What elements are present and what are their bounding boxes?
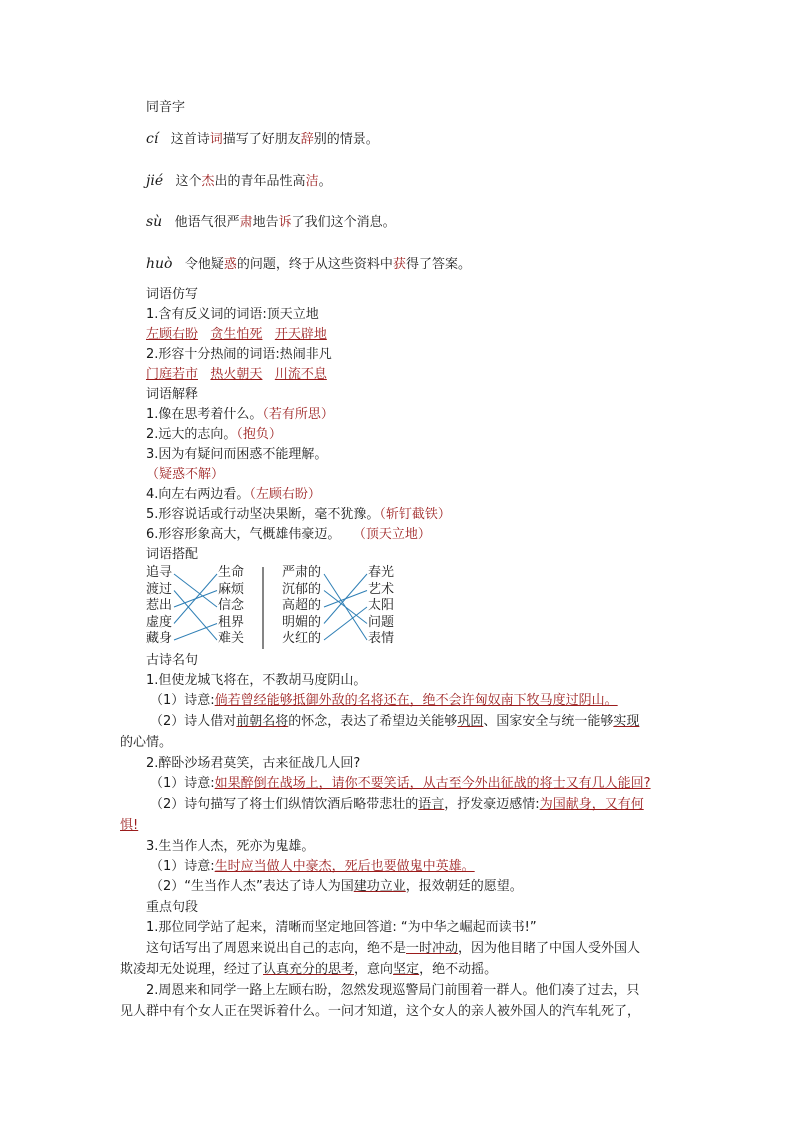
poem-note: 惧! bbox=[120, 818, 139, 833]
poem-line: 1.但使龙城飞将在，不教胡马度阴山。 bbox=[146, 673, 367, 688]
key-paragraph: 欺凌却无处说理，经过了认真充分的思考，意向坚定，绝不动摇。 bbox=[120, 962, 498, 977]
poem-note: （2）诗人借对前朝名将的怀念，表达了希望边关能够巩固、国家安全与统一能够实现 bbox=[150, 714, 640, 729]
answer-line: 门庭若市 热火朝天 川流不息 bbox=[146, 367, 327, 382]
pinyin: cí bbox=[146, 131, 159, 147]
question: 2.形容十分热闹的词语:热闹非凡 bbox=[146, 347, 332, 362]
poem-line: 2.醉卧沙场君莫笑，古来征战几人回? bbox=[146, 756, 361, 771]
match-line-left bbox=[174, 574, 217, 624]
pinyin: huò bbox=[146, 256, 173, 272]
poem-meaning: （1）诗意:倘若曾经能够抵御外敌的名将还在，绝不会许匈奴南下牧马度过阴山。 bbox=[150, 693, 618, 708]
section-title-explain: 词语解释 bbox=[146, 387, 199, 402]
explain-line: 6.形容形象高大，气概雄伟豪迈。 （顶天立地） bbox=[146, 527, 431, 542]
match-word-left: 渡过 bbox=[146, 581, 173, 597]
match-word-right: 明媚的 bbox=[282, 614, 322, 630]
match-word-left-target: 难关 bbox=[218, 631, 245, 646]
matching-lines bbox=[146, 565, 406, 653]
key-paragraph: 见人群中有个女人正在哭诉着什么。一问才知道，这个女人的亲人被外国人的汽车轧死了， bbox=[120, 1004, 641, 1019]
match-word-right: 沉郁的 bbox=[282, 581, 322, 597]
key-paragraph: 1.那位同学站了起来，清晰而坚定地回答道: “为中华之崛起而读书!” bbox=[146, 920, 537, 935]
section-title-key: 重点句段 bbox=[146, 900, 199, 915]
match-word-left: 追寻 bbox=[146, 565, 173, 580]
match-word-right-target: 春光 bbox=[368, 565, 395, 580]
match-line-left bbox=[174, 624, 217, 641]
match-word-left-target: 租界 bbox=[218, 614, 245, 630]
match-word-right-target: 问题 bbox=[368, 614, 395, 630]
poem-note: （2）诗句描写了将士们纵情饮酒后略带悲壮的语言，抒发豪迈感情:为国献身，又有何 bbox=[150, 797, 644, 812]
explain-line: 3.因为有疑问而困惑不能理解。 bbox=[146, 447, 328, 462]
section-title-match: 词语搭配 bbox=[146, 547, 199, 562]
match-line-right bbox=[324, 607, 367, 640]
pinyin: jié bbox=[146, 173, 164, 189]
poem-meaning: （1）诗意:生时应当做人中豪杰，死后也要做鬼中英雄。 bbox=[150, 859, 475, 874]
homophone-line: cí 这首诗词描写了好朋友辞别的情景。 bbox=[146, 131, 379, 147]
explain-line: 2.远大的志向。（抱负） bbox=[146, 427, 282, 442]
key-paragraph: 2.周恩来和同学一路上左顾右盼，忽然发现巡警局门前围着一群人。他们凑了过去，只 bbox=[146, 983, 640, 998]
section-title-imitation: 词语仿写 bbox=[146, 287, 199, 302]
explain-line: 1.像在思考着什么。（若有所思） bbox=[146, 407, 334, 422]
match-line-left bbox=[174, 574, 217, 607]
explain-line: 4.向左右两边看。（左顾右盼） bbox=[146, 487, 321, 502]
match-word-left-target: 生命 bbox=[218, 565, 245, 580]
match-word-right-target: 太阳 bbox=[368, 598, 395, 613]
match-word-left-target: 信念 bbox=[218, 598, 245, 613]
match-word-left: 藏身 bbox=[146, 631, 173, 646]
poem-line: 3.生当作人杰，死亦为鬼雄。 bbox=[146, 839, 315, 854]
match-word-left: 惹出 bbox=[146, 598, 173, 613]
match-word-right-target: 艺术 bbox=[368, 581, 395, 597]
match-line-left bbox=[174, 591, 217, 641]
match-word-right-target: 表情 bbox=[368, 631, 395, 646]
match-word-left-target: 麻烦 bbox=[218, 581, 245, 597]
section-title-poems: 古诗名句 bbox=[146, 653, 199, 668]
key-paragraph: 这句话写出了周恩来说出自己的志向，绝不是一时冲动，因为他目睹了中国人受外国人 bbox=[146, 941, 641, 956]
question: 1.含有反义词的词语:顶天立地 bbox=[146, 307, 319, 322]
match-word-right: 高超的 bbox=[282, 598, 322, 613]
poem-meaning: （1）诗意:如果醉倒在战场上，请你不要笑话，从古至今外出征战的将士又有几人能回? bbox=[150, 776, 651, 791]
explain-answer: （疑惑不解） bbox=[146, 467, 225, 482]
homophone-line: huò 令他疑惑的问题，终于从这些资料中获得了答案。 bbox=[146, 256, 471, 272]
homophone-line: sù 他语气很严肃地告诉了我们这个消息。 bbox=[146, 214, 396, 230]
poem-note: （2）“生当作人杰”表达了诗人为国建功立业，报效朝廷的愿望。 bbox=[150, 879, 523, 894]
match-line-right bbox=[324, 591, 367, 624]
section-title-homophones: 同音字 bbox=[146, 100, 186, 115]
explain-line: 5.形容说话或行动坚决果断，毫不犹豫。（斩钉截铁） bbox=[146, 507, 451, 522]
match-word-right: 严肃的 bbox=[282, 565, 322, 580]
homophone-line: jié 这个杰出的青年品性高洁。 bbox=[146, 173, 332, 189]
answer-line: 左顾右盼 贪生怕死 开天辟地 bbox=[146, 327, 327, 342]
match-word-left: 虚度 bbox=[146, 614, 173, 630]
poem-note: 的心情。 bbox=[120, 735, 173, 750]
match-line-right bbox=[324, 574, 367, 624]
match-word-right: 火红的 bbox=[282, 631, 322, 646]
matching-exercise bbox=[146, 565, 406, 653]
pinyin: sù bbox=[146, 214, 163, 230]
